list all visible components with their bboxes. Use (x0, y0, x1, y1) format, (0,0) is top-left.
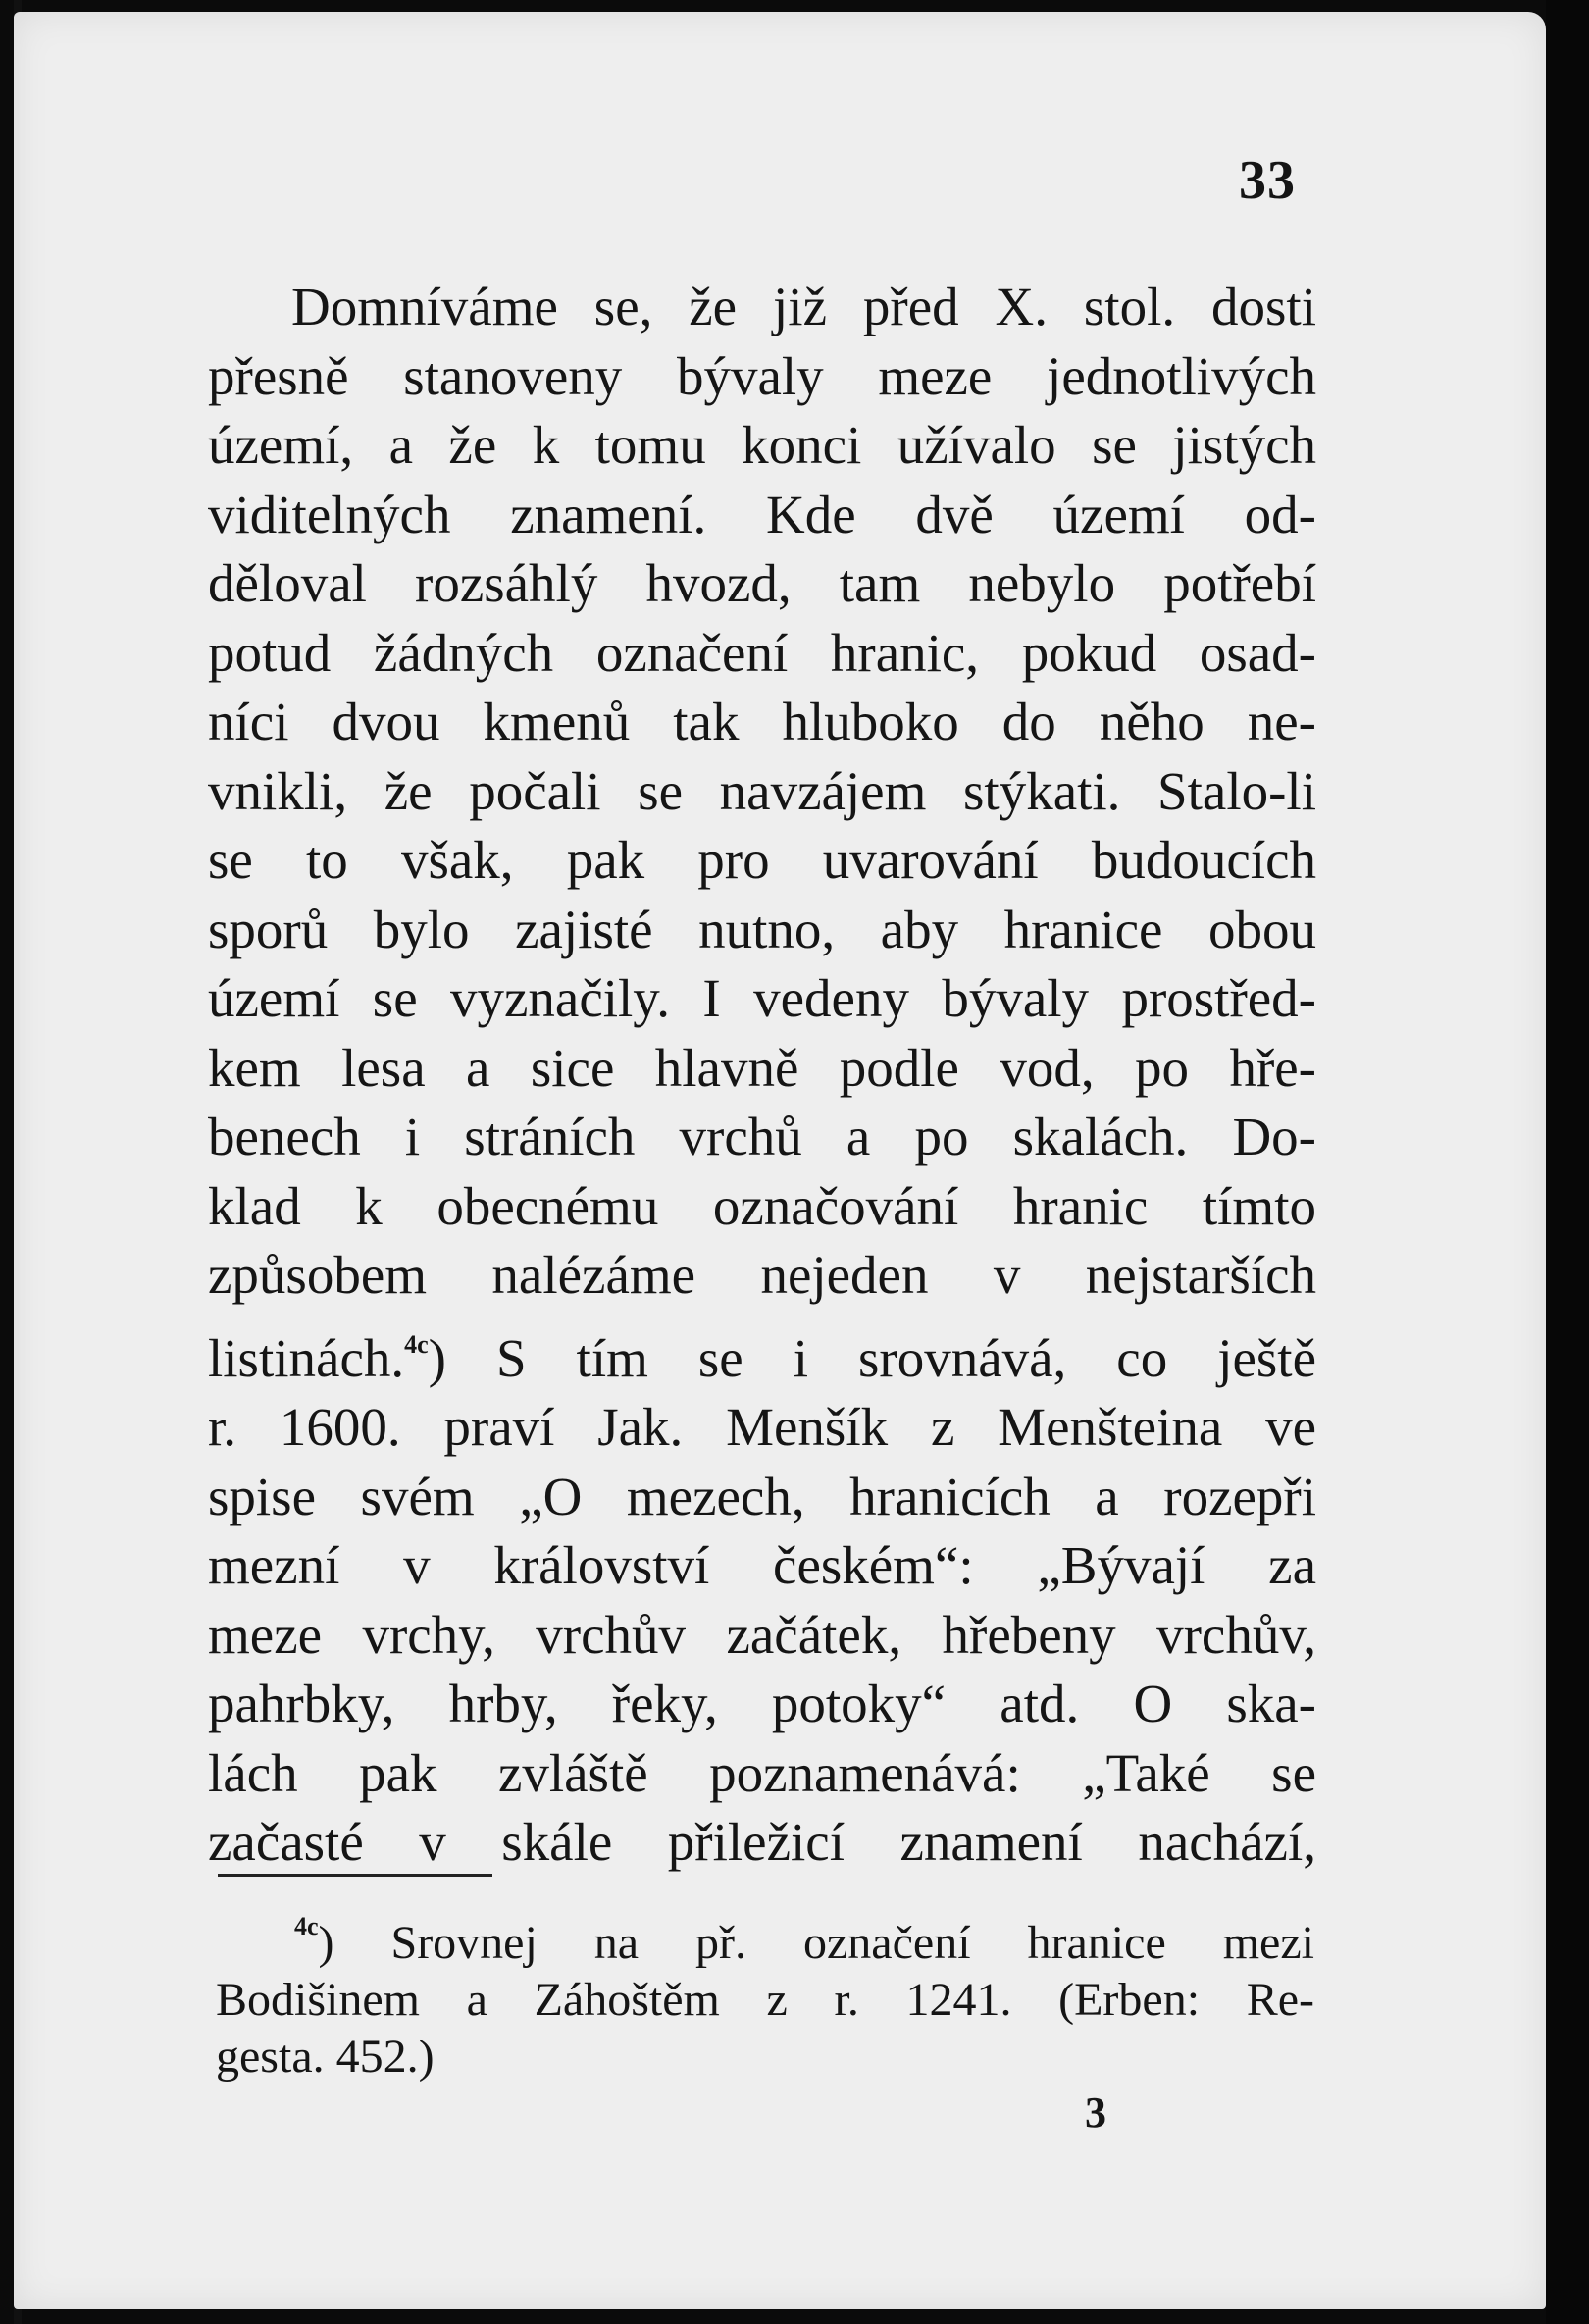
text-line: meze vrchy, vrchův začátek, hřebeny vrchův, (208, 1604, 1316, 1665)
text-line: viditelných znamení. Kde dvě území od- (208, 484, 1316, 544)
text-line: vnikli, že počali se navzájem stýkati. Stalo-li (208, 760, 1316, 821)
footnote-text: ) Srovnej na př. označení hranice mezi (318, 1917, 1314, 1969)
text-line: potud žádných označení hranic, pokud osad- (208, 622, 1316, 683)
main-paragraph (208, 273, 1316, 1878)
text-line: začasté v skále přiležicí znamení nachází, (208, 1812, 1316, 1872)
text-line: území se vyznačily. I vedeny bývaly prostřed- (208, 968, 1316, 1028)
text-line: sporů bylo zajisté nutno, aby hranice obou (208, 899, 1316, 959)
text-line: klad k obecnému označování hranic tímto (208, 1175, 1316, 1236)
footnote-marker: 4c (294, 1912, 319, 1940)
signature-mark: 3 (1085, 2089, 1106, 2137)
footnote-divider (218, 1874, 492, 1877)
text-line: děloval rozsáhlý hvozd, tam nebylo potřebí (208, 553, 1316, 613)
text-line: způsobem nalézáme nejeden v nejstarších (208, 1245, 1316, 1305)
text-line: mezní v království českém“: „Bývají za (208, 1535, 1316, 1595)
text-line: Domníváme se, že již před X. stol. dosti (291, 277, 1316, 336)
footnote-line: gesta. 452.) (216, 2031, 435, 2083)
text-line: r. 1600. praví Jak. Menšík z Menšteina ve (208, 1397, 1316, 1457)
text-fragment: listinách. (208, 1327, 405, 1388)
scan-background-edge (1546, 0, 1589, 2324)
text-line: pahrbky, hrby, řeky, potoky“ atd. O ska- (208, 1674, 1316, 1733)
text-line: níci dvou kmenů tak hluboko do něho ne- (208, 692, 1316, 751)
text-line: spise svém „O mezech, hranicích a rozepři (208, 1466, 1316, 1526)
footnote-reference: 4c (404, 1329, 429, 1359)
footnote (216, 1898, 1314, 2086)
page-number: 33 (1239, 150, 1296, 211)
text-line: lách pak zvláště poznamenává: „Také se (208, 1742, 1316, 1803)
text-line: benech i stráních vrchů a po skalách. Do- (208, 1107, 1316, 1166)
text-line: přesně stanoveny bývaly meze jednotlivých (208, 345, 1316, 406)
text-line: kem lesa a sice hlavně podle vod, po hře- (208, 1037, 1316, 1098)
text-fragment: ) S tím se i srovnává, co ještě (428, 1327, 1316, 1388)
footnote-line (216, 1898, 1314, 1972)
text-line: území, a že k tomu konci užívalo se jistých (208, 415, 1316, 475)
text-line-with-footnote (208, 1311, 1316, 1394)
footnote-line: Bodišinem a Záhoštěm z r. 1241. (Erben: Re- (216, 1974, 1314, 2026)
text-line: se to však, pak pro uvarování budoucích (208, 830, 1316, 890)
